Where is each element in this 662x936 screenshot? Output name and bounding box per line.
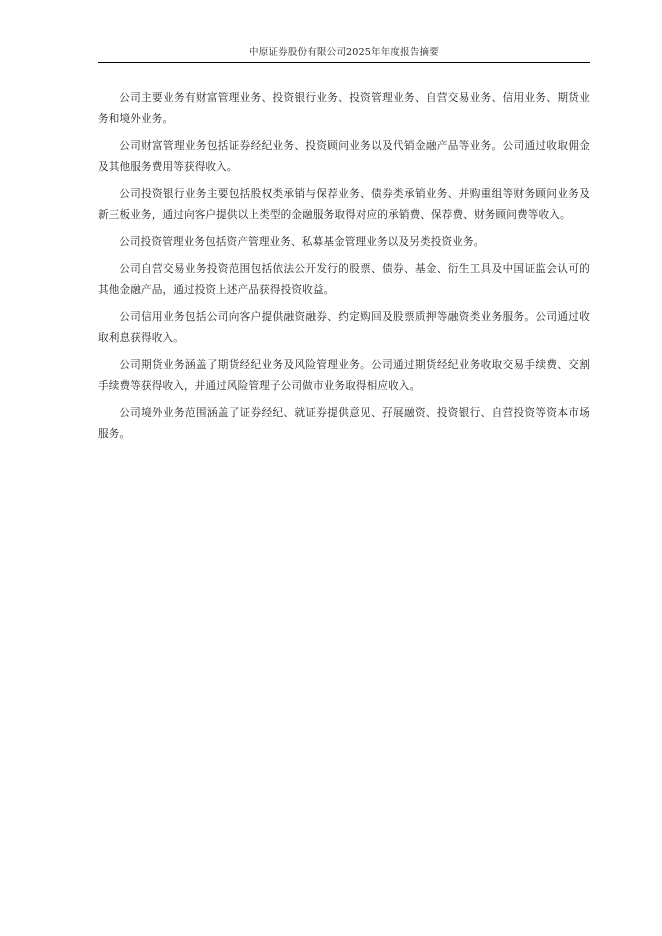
running-header: 中原证券股份有限公司2025年年度报告摘要 bbox=[249, 47, 439, 58]
paragraph-credit-business: 公司信用业务包括公司向客户提供融资融券、约定购回及股票质押等融资类业务服务。公司通过收取利息获得收入。 bbox=[98, 311, 590, 344]
header-rule bbox=[98, 62, 590, 63]
paragraph-proprietary-trading: 公司自营交易业务投资范围包括依法公开发行的股票、债券、基金、衍生工具及中国证监会认可的其他金融产品，通过投资上述产品获得投资收益。 bbox=[98, 263, 590, 296]
paragraph-overseas-business: 公司境外业务范围涵盖了证券经纪、就证券提供意见、孖展融资、投资银行、自营投资等资本市场服务。 bbox=[98, 407, 590, 440]
paragraph-futures-business: 公司期货业务涵盖了期货经纪业务及风险管理业务。公司通过期货经纪业务收取交易手续费、交割手续费等获得收入，并通过风险管理子公司做市业务取得相应收入。 bbox=[98, 359, 590, 392]
body-text bbox=[98, 88, 590, 451]
paragraph-wealth-management: 公司财富管理业务包括证券经纪业务、投资顾问业务以及代销金融产品等业务。公司通过收取佣金及其他服务费用等获得收入。 bbox=[98, 140, 590, 173]
paragraph-investment-management: 公司投资管理业务包括资产管理业务、私募基金管理业务以及另类投资业务。 bbox=[119, 236, 485, 248]
paragraph-investment-banking: 公司投资银行业务主要包括股权类承销与保荐业务、债券类承销业务、并购重组等财务顾问业务及新三板业务，通过向客户提供以上类型的金融服务取得对应的承销费、保荐费、财务顾问费等收入。 bbox=[98, 188, 590, 221]
paragraph-business-overview: 公司主要业务有财富管理业务、投资银行业务、投资管理业务、自营交易业务、信用业务、期货业务和境外业务。 bbox=[98, 92, 590, 125]
